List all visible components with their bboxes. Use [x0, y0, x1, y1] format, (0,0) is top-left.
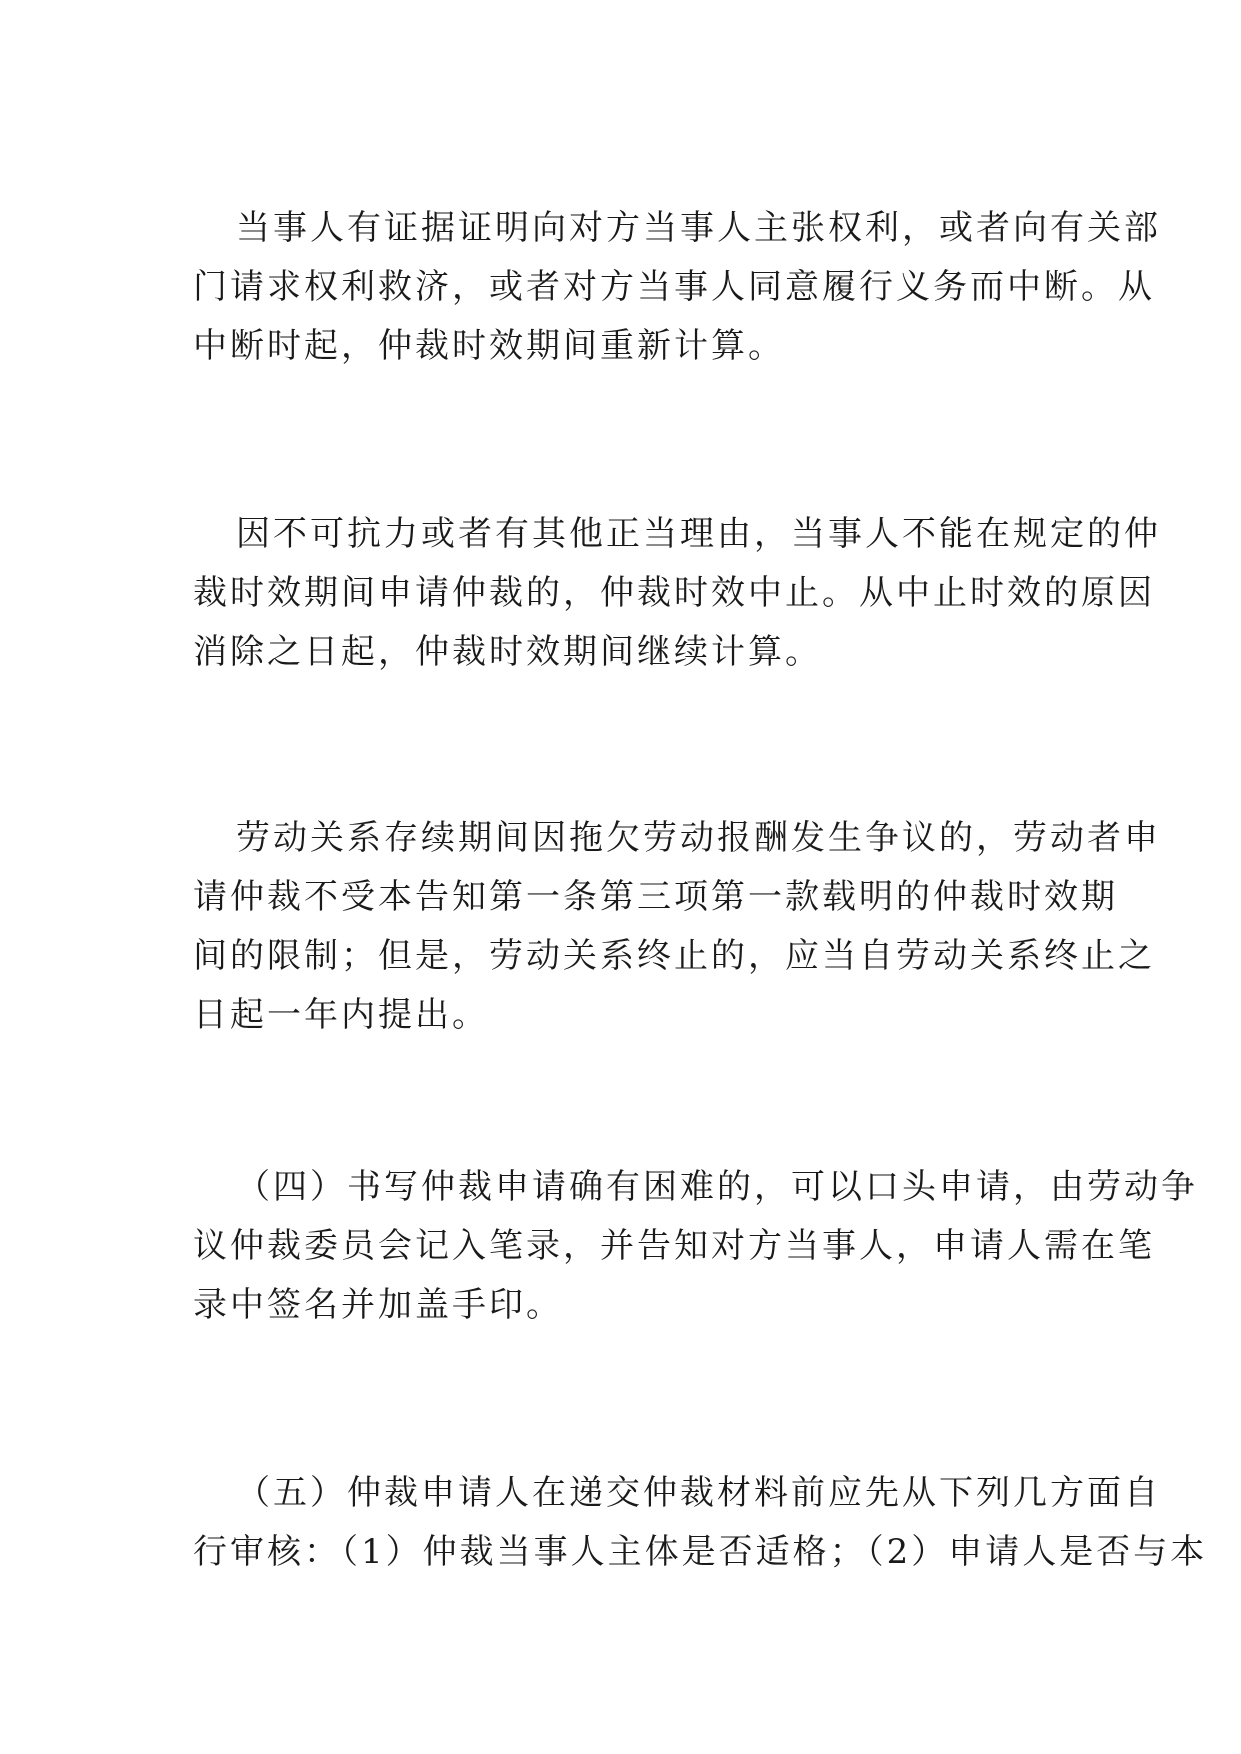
text-line: 行审核：（1）仲裁当事人主体是否适格；（2）申请人是否与本	[193, 1532, 1208, 1572]
text-line: 劳动关系存续期间因拖欠劳动报酬发生争议的，劳动者申	[236, 818, 1161, 858]
text-line: 间的限制；但是，劳动关系终止的，应当自劳动关系终止之	[193, 936, 1155, 976]
text-line: 因不可抗力或者有其他正当理由，当事人不能在规定的仲	[236, 514, 1161, 554]
paragraph-item-five	[193, 1464, 1208, 1582]
paragraph-item-four	[193, 1158, 1198, 1335]
paragraph-suspension	[193, 505, 1161, 682]
text-line: （五）仲裁申请人在递交仲裁材料前应先从下列几方面自	[236, 1473, 1161, 1513]
paragraph-interruption	[193, 199, 1161, 376]
text-line: 请仲裁不受本告知第一条第三项第一款载明的仲裁时效期	[193, 877, 1118, 917]
paragraph-unpaid-wages	[193, 809, 1161, 1045]
text-line: 当事人有证据证明向对方当事人主张权利，或者向有关部	[236, 208, 1161, 248]
text-line: 门请求权利救济，或者对方当事人同意履行义务而中断。从	[193, 267, 1155, 307]
text-line: 日起一年内提出。	[193, 995, 489, 1035]
text-line: （四）书写仲裁申请确有困难的，可以口头申请，由劳动争	[236, 1167, 1198, 1207]
text-line: 录中签名并加盖手印。	[193, 1285, 563, 1325]
text-line: 裁时效期间申请仲裁的，仲裁时效中止。从中止时效的原因	[193, 573, 1155, 613]
text-line: 议仲裁委员会记入笔录，并告知对方当事人，申请人需在笔	[193, 1226, 1155, 1266]
text-line: 中断时起，仲裁时效期间重新计算。	[193, 326, 785, 366]
text-line: 消除之日起，仲裁时效期间继续计算。	[193, 632, 822, 672]
